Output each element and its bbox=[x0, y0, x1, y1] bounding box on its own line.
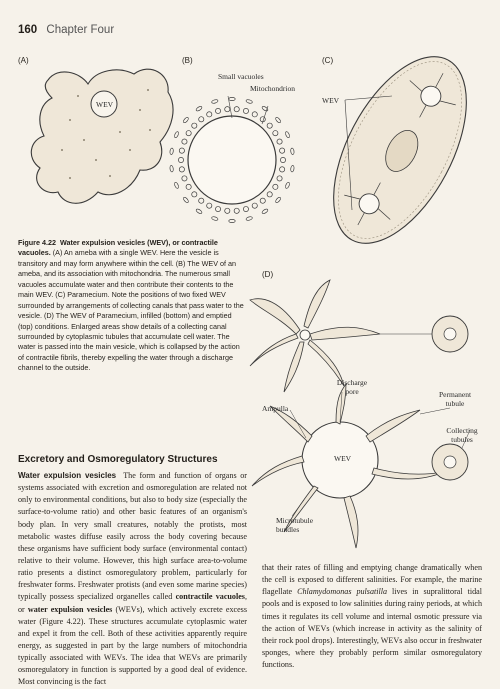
body-paragraph-1 bbox=[18, 470, 247, 689]
label-discharge-pore: Discharge pore bbox=[336, 378, 368, 396]
paragraph-text: lives in supralittoral tidal pools and is exposed to low salinities during rainy periods, at which times it regulates its cell volume and internal osmotic pressure via the action of WEVs (which increase in activity as the salinity of their rock pool drops). Interestingly, WEVs also occur in freshwater sponges, where they probably perform similar osmoregulatory functions. bbox=[262, 587, 482, 670]
label-mitochondrion: Mitochondrion bbox=[250, 84, 295, 93]
label-small-vacuoles: Small vacuoles bbox=[218, 72, 264, 81]
label-ampulla: Ampulla bbox=[262, 404, 289, 413]
body-paragraph-2 bbox=[262, 562, 482, 671]
caption-label: Figure 4.22 bbox=[18, 238, 56, 247]
panel-label-a: (A) bbox=[18, 56, 29, 65]
body-column-right bbox=[262, 562, 482, 671]
panel-label-d: (D) bbox=[262, 270, 274, 279]
label-wev-a: WEV bbox=[96, 100, 114, 109]
label-permanent-tubule: Permanent tubule bbox=[438, 390, 472, 408]
panel-label-b: (B) bbox=[182, 56, 193, 65]
label-microtubule-bundles: Microtubule bundles bbox=[276, 516, 314, 534]
label-collecting-tubules: Collecting tubules bbox=[446, 426, 478, 444]
caption-title: Water expulsion vesicles (WEV), or contractile vacuoles. bbox=[18, 238, 218, 258]
species-name: Chlamydomonas pulsatilla bbox=[297, 587, 388, 597]
paragraph-text: , or bbox=[18, 592, 247, 614]
key-term: water expulsion vesicles bbox=[27, 604, 113, 614]
caption-body: (A) An ameba with a single WEV. Here the vesicle is transitory and may form anywhere within the cell. (B) The WEV of an ameba, and its association with mitochondria. The numerous small vacuoles accumulate water and then contribute their contents to the main WEV. (C) Paramecium. Note the positions of two fixed WEV surrounded by arrangements of collecting canals that pass water to the vesicle. (D) The WEV of Paramecium, infilled (bottom) and emptied (top) conditions. Enlarged areas show details of a collecting canal surrounded by cytoplasmic tubules that accumulate cell water. The water is passed into the main vesicle, which is collapsed by the action of contractile fibrils, thereby expelling the water through a discharge channel to the outside. bbox=[18, 248, 244, 373]
paragraph-text: that their rates of filling and emptying change dramatically when the cell is exposed to different salinities. For example, the marine flagellate bbox=[262, 563, 482, 597]
section-heading: Excretory and Osmoregulatory Structures bbox=[18, 454, 218, 465]
label-wev-c: WEV bbox=[322, 96, 340, 105]
body-column-left bbox=[18, 470, 247, 689]
label-wev-d: WEV bbox=[334, 454, 352, 463]
panel-label-c: (C) bbox=[322, 56, 334, 65]
key-term: contractile vacuoles bbox=[175, 592, 245, 602]
paragraph-text: The form and function of organs or systems associated with excretion and osmoregulation are related not only to environmental conditions, but also to body size (especially the surface-to-volume ratio) and other basic features of an organism's body plan. In very small creatures, notably the protists, most metabolic wastes diffuse easily across the body covering because these organisms have sufficient body surface (environmental contact) relative to their volume. However, this high surface area-to-volume ratio presents a distinct osmoregulatory problem, particularly for freshwater forms. Freshwater protists (and even some marine species) typically possess specialized organelles called bbox=[18, 471, 247, 602]
chapter-title: Chapter Four bbox=[46, 24, 115, 36]
run-in-heading: Water expulsion vesicles bbox=[18, 471, 117, 480]
page-number: 160 bbox=[18, 24, 38, 36]
figure-caption bbox=[18, 238, 247, 374]
paragraph-text: (WEVs), which actively excrete excess water (Figure 4.22). These structures accumulate cytoplasmic water and expel it from the cell. Both of these activities apparently require energy, as suggested in part by the large numbers of mitochondria typically associated with WEVs. The idea that WEVs are primarily osmoregulatory in function is supported by a good deal of evidence. Most convincing is the fact bbox=[18, 604, 247, 687]
